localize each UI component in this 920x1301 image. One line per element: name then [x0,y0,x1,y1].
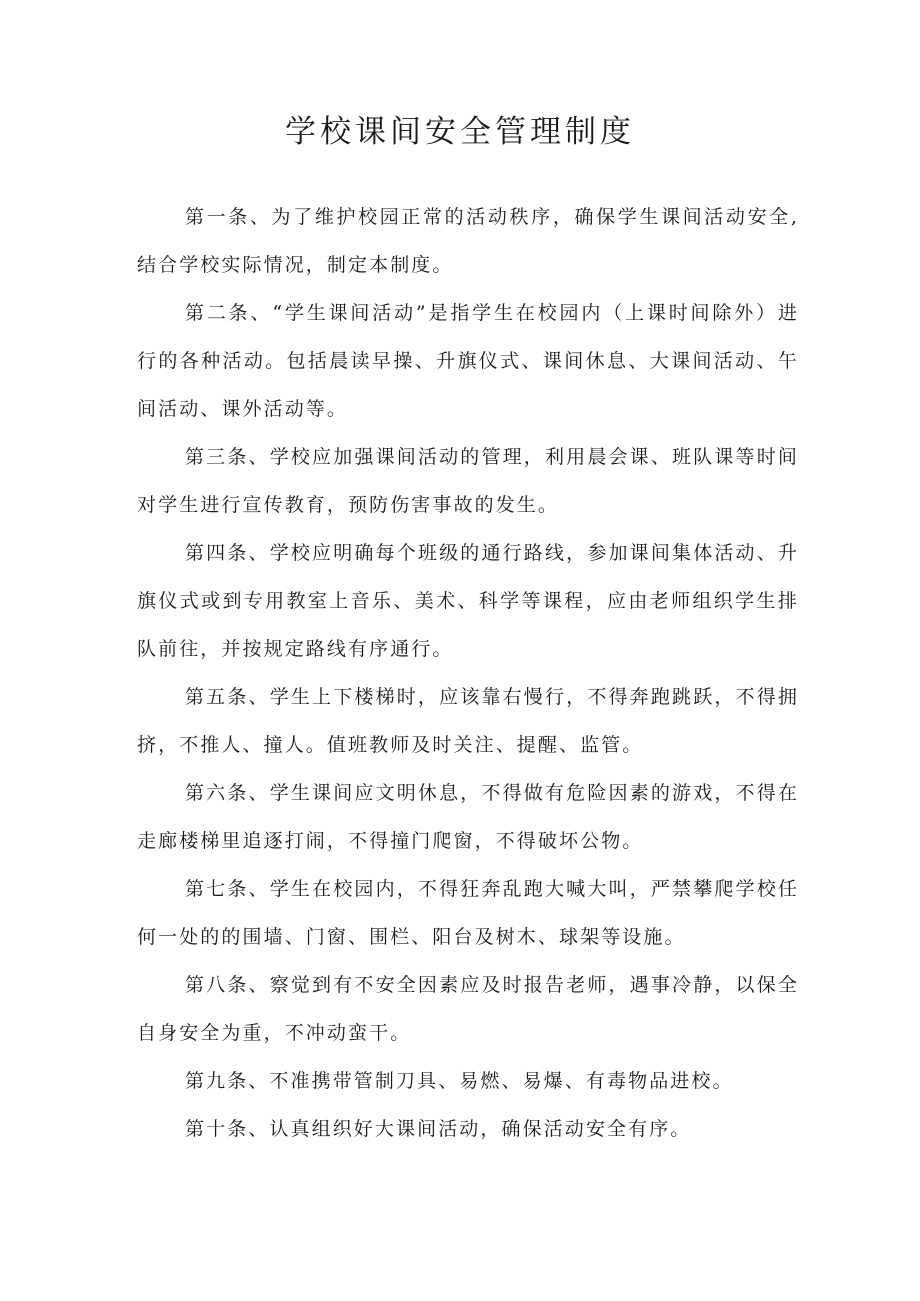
article-10: 第十条、认真组织好大课间活动，确保活动安全有序。 [185,1118,692,1140]
document-body [137,193,799,1153]
article-1: 第一条、为了维护校园正常的活动秩序，确保学生课间活动安全,结合学校实际情况，制定本制度。 [137,206,799,276]
article-5: 第五条、学生上下楼梯时，应该靠右慢行，不得奔跑跳跃，不得拥挤，不推人、撞人。值班教师及时关注、提醒、监管。 [137,686,799,756]
article-3: 第三条、学校应加强课间活动的管理，利用晨会课、班队课等时间对学生进行宣传教育，预防伤害事故的发生。 [137,446,799,516]
article-2: 第二条、“学生课间活动”是指学生在校园内（上课时间除外）进行的各种活动。包括晨读早操、升旗仪式、课间休息、大课间活动、午间活动、课外活动等。 [137,302,799,420]
article-8: 第八条、察觉到有不安全因素应及时报告老师，遇事冷静，以保全自身安全为重，不冲动蛮干。 [137,974,799,1044]
article-6: 第六条、学生课间应文明休息，不得做有危险因素的游戏，不得在走廊楼梯里追逐打闹，不得撞门爬窗，不得破坏公物。 [137,782,799,852]
document-title: 学校课间安全管理制度 [285,114,635,150]
article-9: 第九条、不准携带管制刀具、易燃、易爆、有毒物品进校。 [185,1070,734,1092]
article-4: 第四条、学校应明确每个班级的通行路线，参加课间集体活动、升旗仪式或到专用教室上音乐、美术、科学等课程，应由老师组织学生排队前往，并按规定路线有序通行。 [137,542,799,660]
article-7: 第七条、学生在校园内，不得狂奔乱跑大喊大叫，严禁攀爬学校任何一处的的围墙、门窗、围栏、阳台及树木、球架等设施。 [137,878,799,948]
